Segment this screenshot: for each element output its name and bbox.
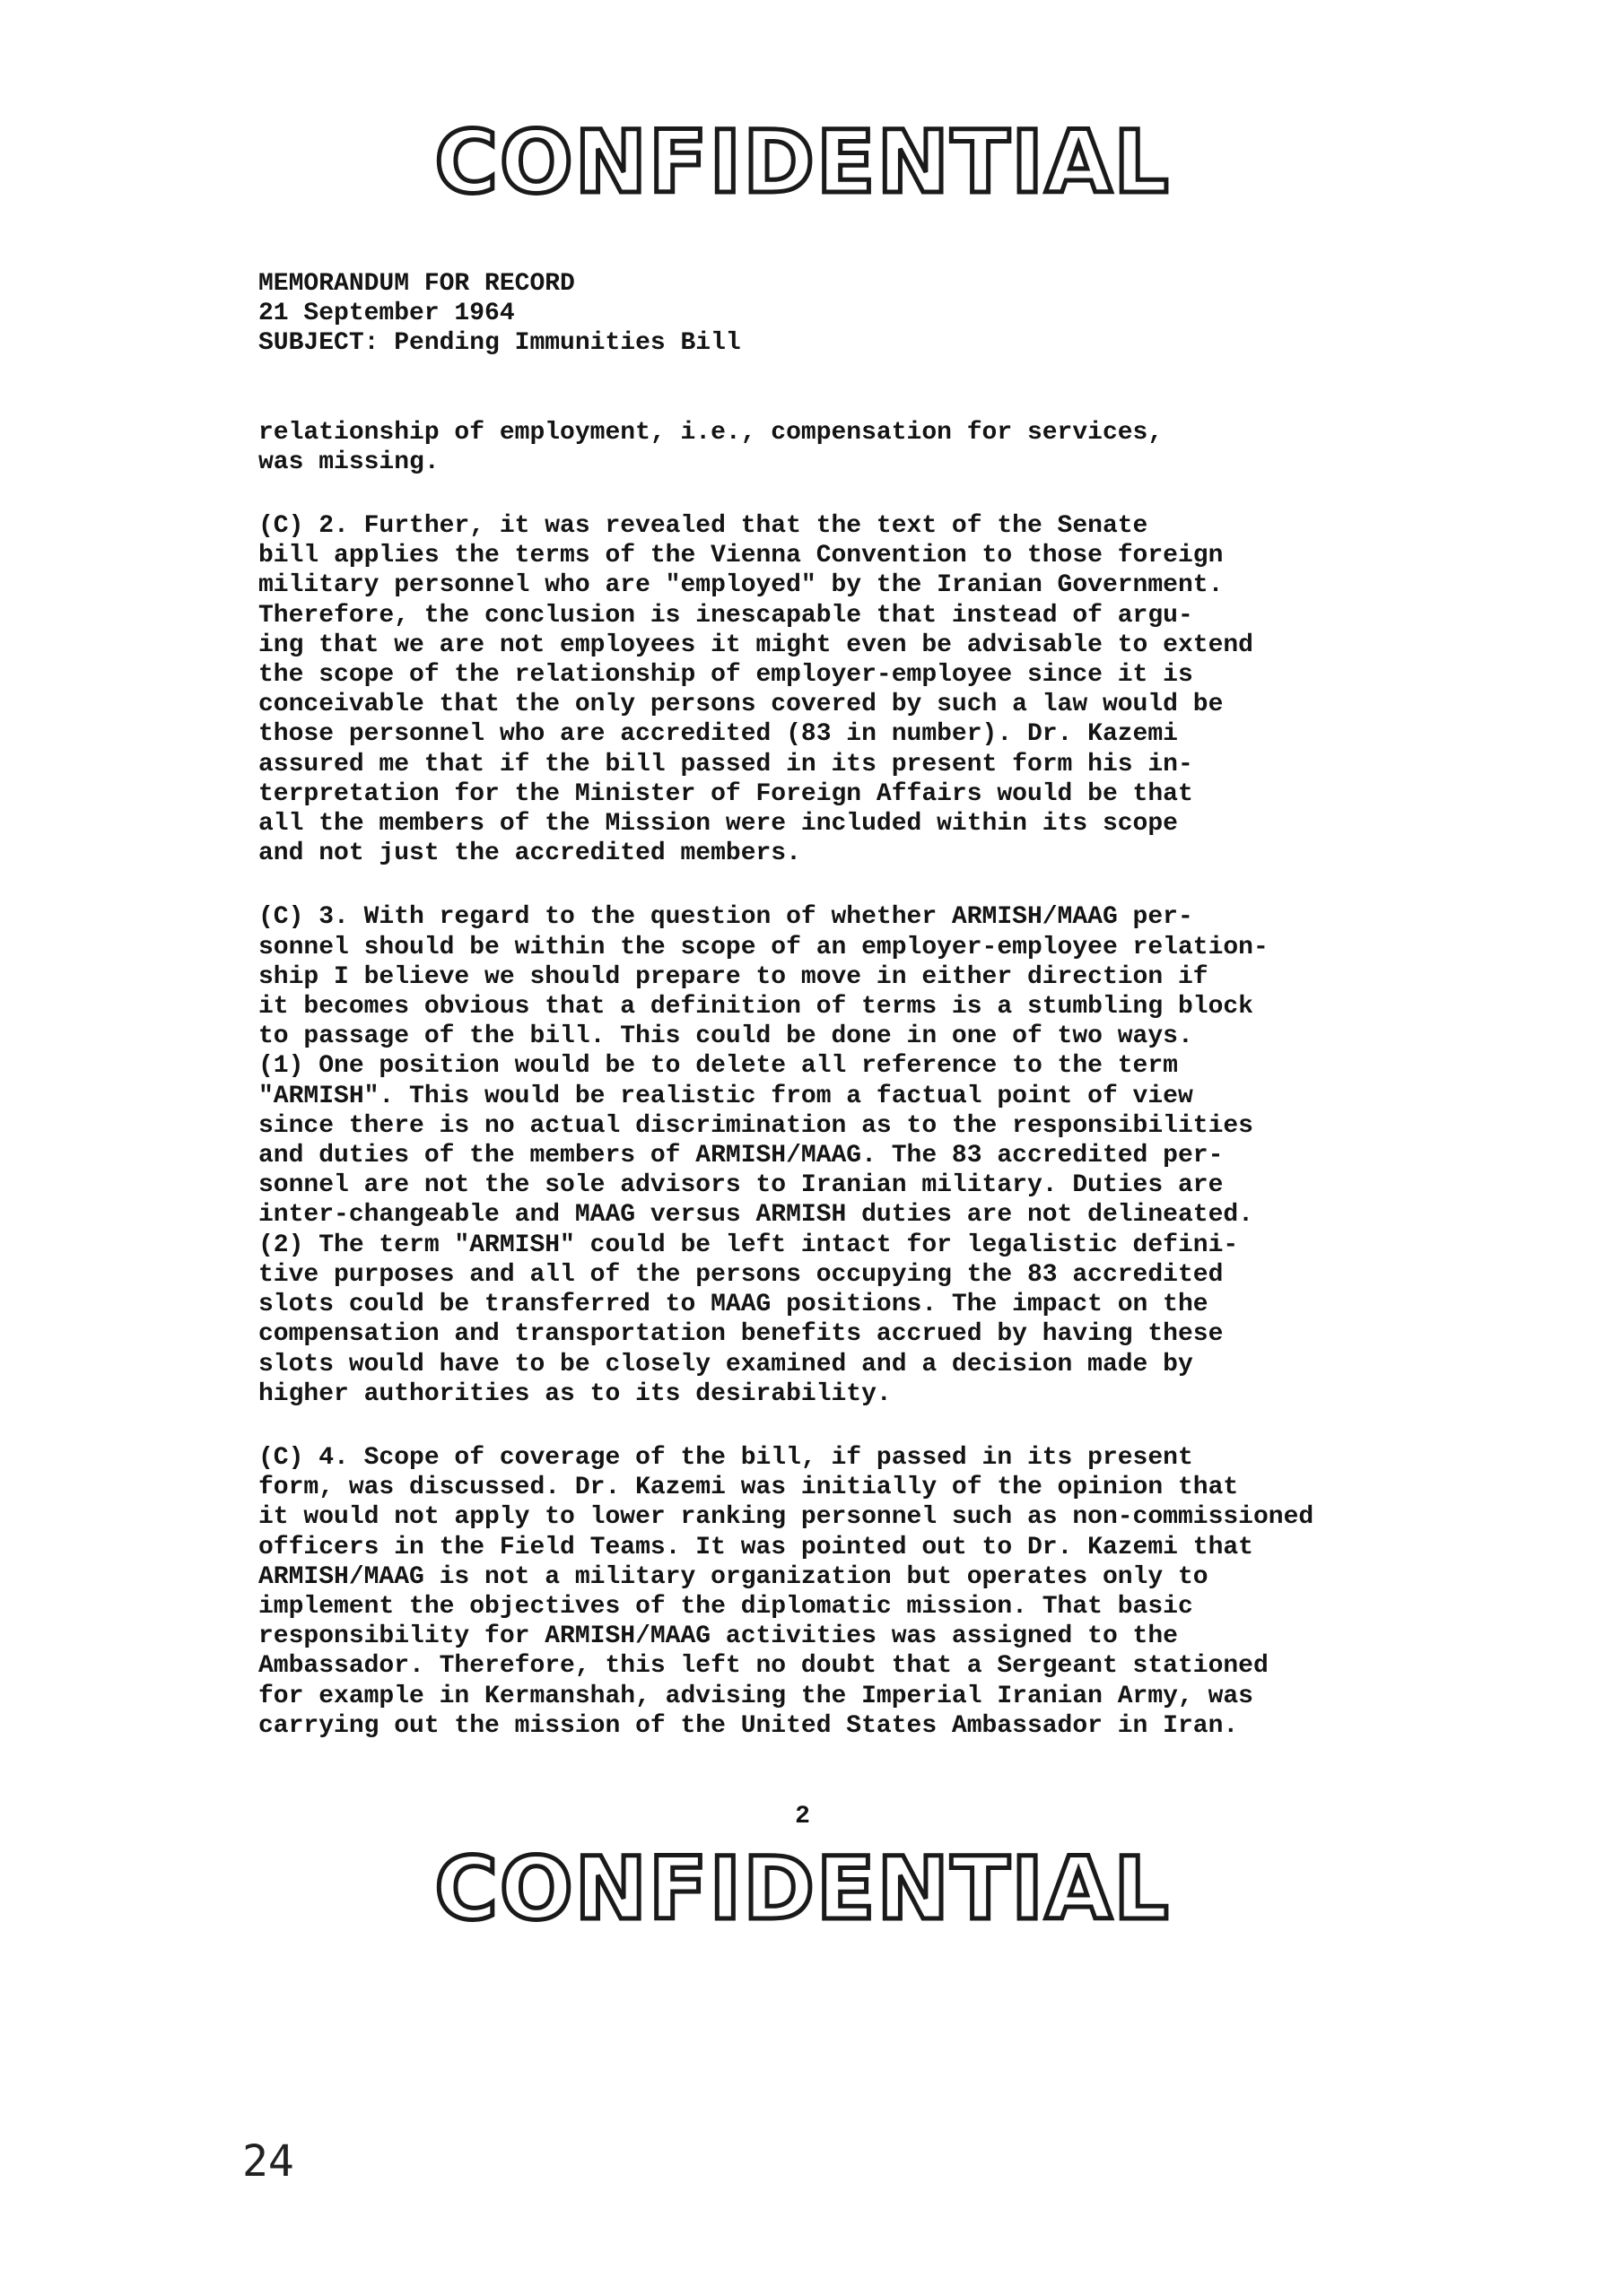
- text-line: bill applies the terms of the Vienna Convention to those foreign: [258, 542, 1224, 570]
- text-line: "ARMISH". This would be realistic from a factual point of view: [258, 1082, 1193, 1110]
- text-line: inter-changeable and MAAG versus ARMISH duties are not delineated.: [258, 1201, 1253, 1230]
- text-line: (C) 4. Scope of coverage of the bill, if passed in its present: [258, 1443, 1193, 1472]
- text-line: (1) One position would be to delete all reference to the term: [258, 1052, 1178, 1081]
- paragraph-2: [258, 511, 1425, 868]
- text-line: and duties of the members of ARMISH/MAAG. The 83 accredited per-: [258, 1142, 1224, 1170]
- text-line: it would not apply to lower ranking personnel such as non-commissioned: [258, 1503, 1314, 1532]
- text-line: officers in the Field Teams. It was pointed out to Dr. Kazemi that: [258, 1533, 1253, 1561]
- confidential-stamp-bottom: CONFIDENTIAL: [434, 1839, 1171, 1939]
- text-line: tive purposes and all of the persons occupying the 83 accredited: [258, 1260, 1224, 1289]
- text-line: and not just the accredited members.: [258, 839, 801, 868]
- text-line: military personnel who are "employed" by the Iranian Government.: [258, 571, 1224, 600]
- paragraph-4: [258, 1443, 1425, 1741]
- text-line: (2) The term "ARMISH" could be left intact for legalistic defini-: [258, 1231, 1239, 1259]
- text-line: assured me that if the bill passed in its present form his in-: [258, 750, 1193, 778]
- memo-header: [258, 269, 1425, 359]
- memo-body: [258, 269, 1425, 1741]
- text-line: conceivable that the only persons covered by such a law would be: [258, 691, 1224, 719]
- text-line: those personnel who are accredited (83 in number). Dr. Kazemi: [258, 720, 1178, 749]
- text-line: responsibility for ARMISH/MAAG activities was assigned to the: [258, 1622, 1178, 1651]
- text-line: compensation and transportation benefits accrued by having these: [258, 1320, 1224, 1349]
- text-line: terpretation for the Minister of Foreign Affairs would be that: [258, 779, 1193, 808]
- text-line: relationship of employment, i.e., compensation for services,: [258, 418, 1164, 447]
- text-line: slots would have to be closely examined and a decision made by: [258, 1350, 1193, 1378]
- text-line: form, was discussed. Dr. Kazemi was initially of the opinion that: [258, 1474, 1239, 1502]
- text-line: ing that we are not employees it might even be advisable to extend: [258, 631, 1253, 659]
- text-line: (C) 2. Further, it was revealed that the text of the Senate: [258, 512, 1148, 541]
- text-line: was missing.: [258, 448, 440, 476]
- text-line: all the members of the Mission were included within its scope: [258, 810, 1178, 839]
- text-line: sonnel should be within the scope of an employer-employee relation-: [258, 933, 1269, 961]
- text-line: slots could be transferred to MAAG positions. The impact on the: [258, 1291, 1208, 1319]
- text-line: (C) 3. With regard to the question of whether ARMISH/MAAG per-: [258, 903, 1193, 932]
- sheet-number: 24: [242, 2136, 294, 2187]
- text-line: ship I believe we should prepare to move in either direction if: [258, 962, 1208, 991]
- text-line: Ambassador. Therefore, this left no doubt that a Sergeant stationed: [258, 1652, 1269, 1681]
- text-line: higher authorities as to its desirability.: [258, 1379, 892, 1408]
- memo-subject: SUBJECT: Pending Immunities Bill: [258, 329, 741, 358]
- text-line: ARMISH/MAAG is not a military organization but operates only to: [258, 1562, 1208, 1591]
- text-line: to passage of the bill. This could be done in one of two ways.: [258, 1022, 1193, 1051]
- confidential-stamp-top: CONFIDENTIAL: [434, 112, 1171, 213]
- text-line: the scope of the relationship of employer-employee since it is: [258, 661, 1193, 690]
- memo-paragraphs: [258, 418, 1425, 1741]
- memo-date: 21 September 1964: [258, 300, 515, 328]
- paragraph-1: [258, 418, 1425, 477]
- text-line: it becomes obvious that a definition of terms is a stumbling block: [258, 993, 1253, 1022]
- page-number: 2: [795, 1803, 810, 1831]
- text-line: carrying out the mission of the United States Ambassador in Iran.: [258, 1711, 1239, 1740]
- paragraph-3: [258, 902, 1425, 1408]
- text-line: for example in Kermanshah, advising the Imperial Iranian Army, was: [258, 1682, 1253, 1710]
- text-line: Therefore, the conclusion is inescapable that instead of argu-: [258, 601, 1193, 630]
- text-line: since there is no actual discrimination as to the responsibilities: [258, 1111, 1253, 1140]
- memo-type: MEMORANDUM FOR RECORD: [258, 270, 575, 298]
- text-line: implement the objectives of the diplomatic mission. That basic: [258, 1592, 1193, 1621]
- text-line: sonnel are not the sole advisors to Iranian military. Duties are: [258, 1171, 1224, 1200]
